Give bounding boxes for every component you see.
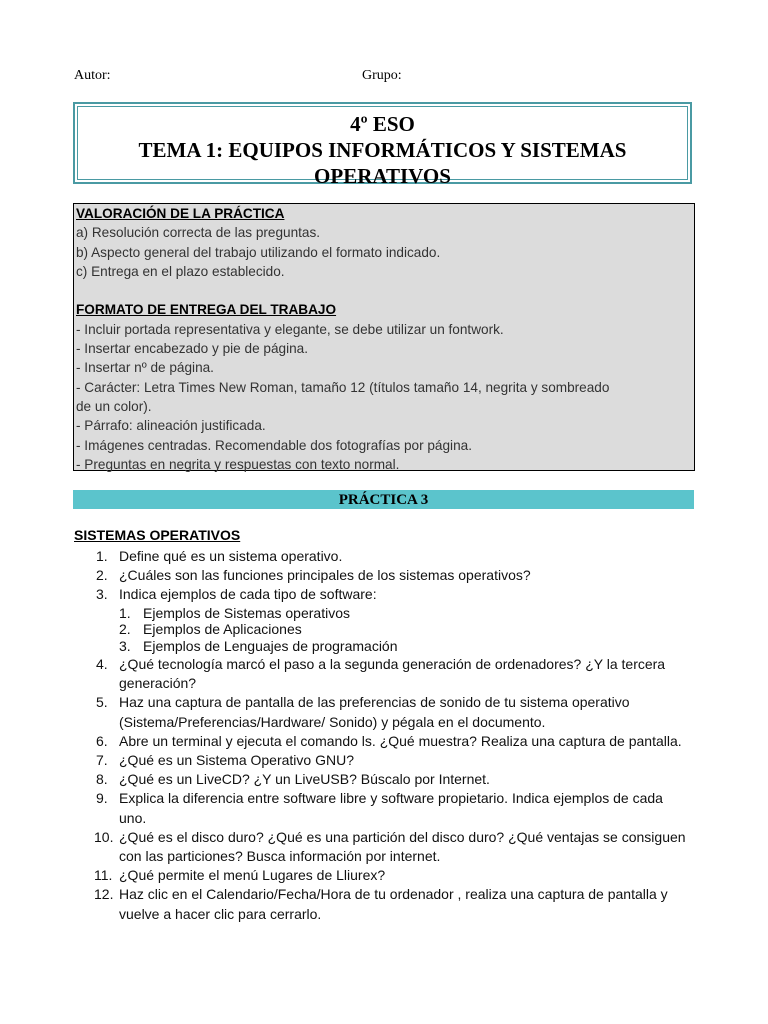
author-label: Autor: <box>74 68 111 83</box>
question-item <box>74 885 694 923</box>
assessment-heading: VALORACIÓN DE LA PRÁCTICA <box>76 206 285 221</box>
format-item: - Párrafo: alineación justificada. <box>76 418 266 434</box>
sub-question-text: Ejemplos de Aplicaciones <box>143 621 302 638</box>
assessment-item: b) Aspecto general del trabajo utilizando el formato indicado. <box>76 244 441 260</box>
format-item: - Insertar nº de página. <box>76 360 214 376</box>
question-text: Indica ejemplos de cada tipo de software: <box>119 586 377 603</box>
sub-question-number: 1. <box>119 604 131 621</box>
sub-question-item <box>74 638 694 655</box>
question-item <box>74 789 694 827</box>
topic-title: TEMA 1: EQUIPOS INFORMÁTICOS Y SISTEMAS <box>138 138 627 162</box>
question-text: ¿Cuáles son las funciones principales de los sistemas operativos? <box>119 567 531 584</box>
question-number: 9. <box>96 790 108 807</box>
sub-question-item <box>74 621 694 638</box>
question-item <box>74 585 694 604</box>
question-item <box>74 751 694 770</box>
format-item: - Insertar encabezado y pie de página. <box>76 341 309 357</box>
assessment-box <box>73 203 695 471</box>
sub-question-number: 2. <box>119 621 131 638</box>
question-number: 8. <box>96 771 108 788</box>
question-number: 6. <box>96 732 108 749</box>
sub-question-text: Ejemplos de Sistemas operativos <box>143 604 350 621</box>
spacer <box>76 281 694 300</box>
format-heading: FORMATO DE ENTREGA DEL TRABAJO <box>76 302 337 318</box>
question-number: 12. <box>94 886 114 903</box>
question-text: Explica la diferencia entre software libre y software propietario. Indica ejemplos de cada uno. <box>119 790 663 826</box>
topic-title-continued: OPERATIVOS <box>314 164 451 188</box>
question-item <box>74 655 694 693</box>
question-number: 1. <box>96 548 108 564</box>
course-title: 4º ESO <box>350 112 415 136</box>
format-item: - Carácter: Letra Times New Roman, tamaño 12 (títulos tamaño 14, negrita y sombreado <box>76 379 610 395</box>
question-text: Haz una captura de pantalla de las preferencias de sonido de tu sistema operativo (Sistema/Preferencias/Hardware/ Sonido) y pégala en el documento. <box>119 694 630 730</box>
question-item <box>74 770 694 789</box>
question-number: 5. <box>96 694 108 711</box>
question-text: ¿Qué tecnología marcó el paso a la segunda generación de ordenadores? ¿Y la tercera generación? <box>119 656 666 692</box>
assessment-item: a) Resolución correcta de las preguntas. <box>76 225 321 241</box>
title-box <box>73 102 692 188</box>
question-text: ¿Qué es un LiveCD? ¿Y un LiveUSB? Búscalo por Internet. <box>119 771 490 788</box>
question-item <box>74 866 694 885</box>
question-text: Abre un terminal y ejecuta el comando ls. ¿Qué muestra? Realiza una captura de pantalla. <box>119 732 682 749</box>
question-item <box>74 566 694 585</box>
question-number: 11. <box>94 867 113 884</box>
question-number: 10. <box>94 828 114 845</box>
sub-question-text: Ejemplos de Lenguajes de programación <box>143 638 398 655</box>
question-item <box>74 828 694 866</box>
question-text: ¿Qué permite el menú Lugares de Lliurex? <box>119 867 386 884</box>
question-item <box>74 547 694 566</box>
title-box-inner <box>77 106 688 188</box>
practice-title-bar <box>73 490 694 509</box>
format-item: - Preguntas en negrita y respuestas con texto normal. <box>76 456 400 472</box>
format-item: - Incluir portada representativa y elegante, se debe utilizar un fontwork. <box>76 321 504 337</box>
format-item: - Imágenes centradas. Recomendable dos fotografías por página. <box>76 437 472 453</box>
question-text: ¿Qué es un Sistema Operativo GNU? <box>119 752 354 769</box>
sub-question-item <box>74 605 694 622</box>
group-label: Grupo: <box>362 68 402 83</box>
question-item <box>74 693 694 731</box>
question-number: 4. <box>96 656 108 672</box>
assessment-item: c) Entrega en el plazo establecido. <box>76 263 285 279</box>
question-number: 2. <box>96 567 108 584</box>
practice-title: PRÁCTICA 3 <box>338 492 429 508</box>
question-number: 3. <box>96 586 108 603</box>
question-text: Define qué es un sistema operativo. <box>119 548 343 564</box>
question-list <box>74 547 694 924</box>
question-item <box>74 732 694 751</box>
question-text: Haz clic en el Calendario/Fecha/Hora de tu ordenador , realiza una captura de pantalla y vuelve a hacer clic para cerrarlo. <box>119 886 668 922</box>
question-number: 7. <box>96 752 108 769</box>
format-item: de un color). <box>76 398 152 414</box>
sub-question-number: 3. <box>119 638 131 655</box>
section-title: SISTEMAS OPERATIVOS <box>74 527 241 543</box>
question-text: ¿Qué es el disco duro? ¿Qué es una partición del disco duro? ¿Qué ventajas se consiguen con las particiones? Busca información por internet. <box>119 828 686 865</box>
